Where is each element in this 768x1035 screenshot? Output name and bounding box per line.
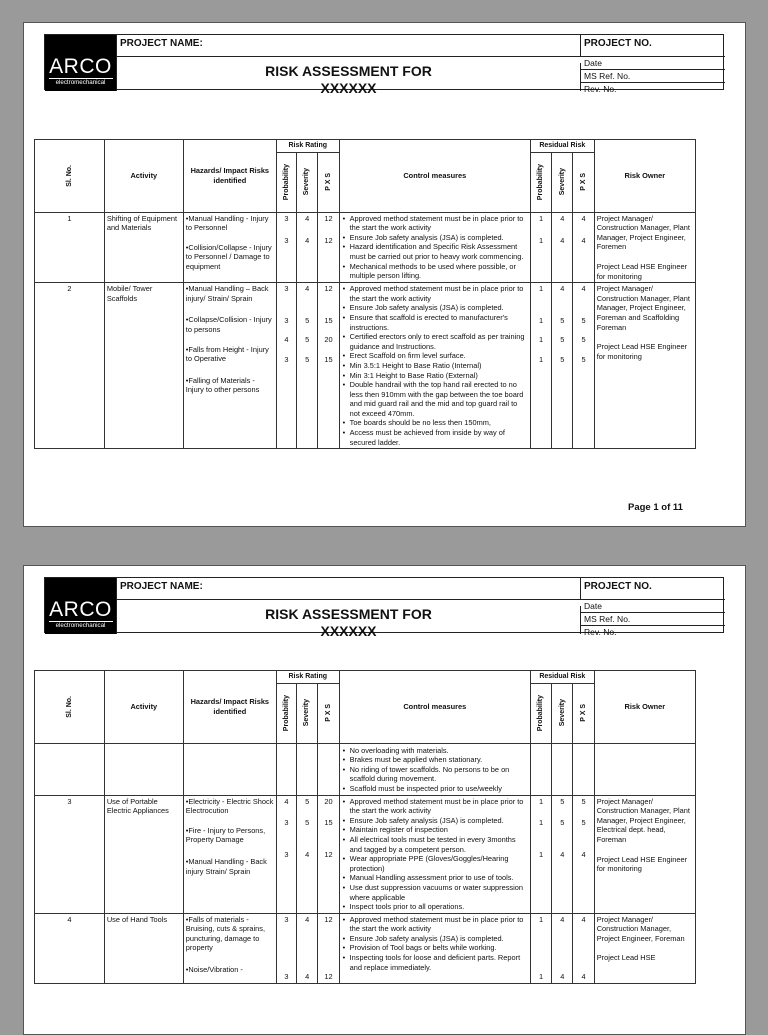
page-header [44, 34, 724, 96]
residual-severity [552, 683, 573, 743]
residual-severity-cell [552, 283, 573, 449]
probability-cell-value: 3 [284, 213, 289, 223]
activity-cell: Shifting of Equipment and Materials [104, 212, 183, 283]
hazard-item: • Falls from Height - Injury to Operative [186, 345, 274, 364]
risk-rating-group: Risk Rating [276, 671, 339, 684]
residual-severity-cell-value: 4 [560, 849, 565, 859]
control-measures-cell [339, 283, 530, 449]
title-line-1: RISK ASSESSMENT FOR [265, 63, 432, 79]
activity-cell: Use of Portable Electric Appliances [104, 795, 183, 913]
risk-owner-cell [594, 795, 695, 913]
severity-cell-value: 5 [305, 315, 310, 325]
control-measure-item: • Brakes must be applied when stationary. [342, 755, 528, 765]
control-measure-item: • Inspect tools prior to all operations. [342, 902, 528, 912]
col-hazards: Hazards/ Impact Risks identified [183, 140, 276, 213]
residual-severity-cell-value: 4 [560, 236, 565, 246]
residual-pxs-cell-value: 5 [581, 335, 586, 345]
control-measure-item: • Min 3:1 Height to Base Ratio (External) [342, 371, 528, 381]
page-header [44, 577, 724, 639]
row-number: 1 [35, 212, 105, 283]
control-measure-item: • No riding of tower scaffolds. No persons to be on scaffold during movement. [342, 765, 528, 784]
risk-owner-line: Project Lead HSE Engineer for monitoring [596, 342, 688, 361]
residual-severity-cell-value: 5 [560, 354, 565, 364]
table-row [35, 283, 696, 449]
severity-cell-value: 5 [305, 796, 310, 806]
pxs-cell-value: 15 [324, 354, 333, 364]
residual-probability-cell-value: 1 [538, 354, 544, 364]
severity-cell-value: 4 [305, 914, 310, 924]
residual-severity-cell-value: 4 [560, 213, 565, 223]
severity-cell-value: 4 [305, 236, 310, 246]
risk-owner-cell [594, 283, 695, 449]
control-measures-cell [339, 212, 530, 283]
hazards-cell [183, 283, 276, 449]
control-measure-item: • Ensure that scaffold is erected to manufacturer's instructions. [342, 313, 528, 332]
title-line-1: RISK ASSESSMENT FOR [265, 606, 432, 622]
date-label: Date [581, 600, 725, 613]
control-measures-list [342, 915, 528, 973]
probability-cell-value: 3 [284, 914, 289, 924]
hazard-item: • Electricity - Electric Shock Electrocution [186, 797, 274, 816]
hazards-cell [183, 795, 276, 913]
pxs-label: P X S [579, 173, 587, 191]
residual-pxs-cell-value: 4 [581, 236, 586, 246]
residual-severity-cell-value: 5 [560, 818, 565, 828]
pxs-cell-value: 12 [324, 213, 333, 223]
risk-owner-cell [594, 212, 695, 283]
hazard-item: • Collision/Collapse - Injury to Personnel / Damage to equipment [186, 243, 274, 272]
residual-pxs-cell-value: 5 [581, 818, 586, 828]
residual-severity-cell-value: 4 [560, 284, 565, 294]
ms-ref-label: MS Ref. No. [581, 613, 725, 626]
residual-pxs-cell-value: 4 [581, 914, 586, 924]
control-measures-list [342, 797, 528, 912]
hazard-item: • Fire - Injury to Persons, Property Damage [186, 826, 274, 845]
project-name-label: PROJECT NAME: [117, 578, 581, 600]
severity-cell-value: 4 [305, 849, 310, 859]
control-measure-item: • Erect Scaffold on firm level surface. [342, 351, 528, 361]
col-activity: Activity [104, 671, 183, 744]
residual-pxs-cell-value: 5 [581, 354, 586, 364]
col-control-measures: Control measures [339, 140, 530, 213]
residual-probability-cell-value: 1 [538, 335, 544, 345]
residual-probability-cell-value: 1 [538, 914, 544, 924]
risk-table-page-1 [34, 139, 696, 449]
residual-probability-cell-value: 1 [538, 796, 544, 806]
pxs-cell-value: 12 [324, 849, 333, 859]
col-risk-owner: Risk Owner [594, 140, 695, 213]
severity-label: Severity [303, 168, 311, 196]
residual-severity-cell-value: 5 [560, 315, 565, 325]
control-measure-item: • All electrical tools must be tested in every 3months and tagged by a competent person. [342, 835, 528, 854]
pxs-cell-value: 15 [324, 315, 333, 325]
residual-pxs-cell-value: 4 [581, 849, 586, 859]
control-measure-item: • Mechanical methods to be used where possible, or multiple person lifting. [342, 262, 528, 281]
table-row [35, 913, 696, 983]
residual-pxs-cell-value: 5 [581, 796, 586, 806]
row-number: 4 [35, 913, 105, 983]
pxs-cell-value: 15 [324, 818, 333, 828]
residual-pxs-cell-value: 4 [581, 972, 586, 982]
severity-cell-value: 4 [305, 213, 310, 223]
activity-cell: Mobile/ Tower Scaffolds [104, 283, 183, 449]
control-measure-item: • Approved method statement must be in place prior to the start the work activity [342, 797, 528, 816]
ms-ref-label: MS Ref. No. [581, 70, 725, 83]
hazard-item: • Falling of Materials - Injury to other persons [186, 376, 274, 395]
residual-probability-cell [530, 913, 551, 983]
empty-cell [183, 743, 276, 795]
table-row [35, 212, 696, 283]
rev-label: Rev. No. [584, 84, 617, 94]
severity-label: Severity [558, 168, 566, 196]
control-measures-list [342, 746, 528, 794]
risk-owner-line: Project Manager/ Construction Manager, Plant Manager, Project Engineer, Foreman and Scaffolding Foreman [596, 284, 690, 332]
residual-probability-cell [530, 212, 551, 283]
hazards-cell [183, 212, 276, 283]
control-measure-item: • Ensure Job safety analysis (JSA) is completed. [342, 934, 528, 944]
pxs-cell-value: 12 [324, 284, 333, 294]
probability-cell-value: 3 [284, 849, 289, 859]
probability-cell-value: 3 [284, 284, 289, 294]
empty-cell [552, 743, 573, 795]
residual-probability-cell-value: 1 [538, 213, 544, 223]
residual-severity-cell-value: 5 [560, 796, 565, 806]
title-line-2: XXXXXX [320, 623, 377, 639]
title-line-2: XXXXXX [320, 80, 377, 96]
control-measures-cell [339, 795, 530, 913]
residual-severity-cell-value: 4 [560, 972, 565, 982]
risk-owner-line: Project Lead HSE [596, 953, 656, 963]
control-measure-item: • Ensure Job safety analysis (JSA) is completed. [342, 303, 528, 313]
control-measure-item: • Provision of Tool bags or belts while working. [342, 943, 528, 953]
company-logo [45, 578, 117, 634]
probability-cell-value: 3 [284, 972, 289, 982]
control-measure-item: • Ensure Job safety analysis (JSA) is completed. [342, 233, 528, 243]
risk-owner-cell [594, 913, 695, 983]
probability-label: Probability [282, 695, 290, 732]
probability-cell [276, 913, 296, 983]
risk-pxs [318, 152, 339, 212]
table-header-row-1 [35, 671, 696, 684]
empty-cell [35, 743, 105, 795]
header-meta [581, 57, 725, 94]
table-row-continuation [35, 743, 696, 795]
probability-cell-value: 3 [284, 315, 289, 325]
table-header-row-1 [35, 140, 696, 153]
residual-risk-group: Residual Risk [530, 671, 594, 684]
severity-cell-value: 5 [305, 818, 310, 828]
empty-cell [594, 743, 695, 795]
control-measure-item: • Maintain register of inspection [342, 825, 528, 835]
probability-label: Probability [537, 164, 545, 201]
control-measures-list [342, 214, 528, 281]
hazards-cell [183, 913, 276, 983]
residual-probability-cell [530, 283, 551, 449]
control-measures-cell [339, 743, 530, 795]
severity-cell-value: 4 [305, 284, 310, 294]
risk-pxs [318, 683, 339, 743]
severity-cell [297, 913, 318, 983]
severity-label: Severity [558, 699, 566, 727]
probability-cell-value: 4 [284, 796, 289, 806]
sl-no-label: Sl. No. [65, 695, 73, 718]
residual-pxs-cell [573, 212, 594, 283]
residual-pxs-cell [573, 795, 594, 913]
probability-label: Probability [282, 164, 290, 201]
risk-probability [276, 683, 296, 743]
severity-cell-value: 5 [305, 335, 310, 345]
residual-risk-group: Residual Risk [530, 140, 594, 153]
severity-cell [297, 795, 318, 913]
col-sl-no [35, 671, 105, 744]
pxs-cell-value: 12 [324, 972, 333, 982]
hazard-item: • Falls of materials - Bruising, cuts & sprains, puncturing, damage to property [186, 915, 274, 953]
residual-pxs [573, 683, 594, 743]
hazard-item: • Noise/Vibration - [186, 965, 274, 975]
control-measure-item: • Manual Handling assessment prior to use of tools. [342, 873, 528, 883]
residual-probability [530, 152, 551, 212]
residual-probability-cell-value: 1 [538, 849, 544, 859]
logo-subtitle: electromechanical [49, 621, 113, 630]
logo-brand: ARCO [49, 598, 112, 621]
control-measure-item: • Approved method statement must be in place prior to the start the work activity [342, 915, 528, 934]
hazard-item: • Manual Handling - Back injury Strain/ Sprain [186, 857, 274, 876]
residual-pxs-cell [573, 913, 594, 983]
table-row [35, 795, 696, 913]
residual-probability-cell-value: 1 [538, 236, 544, 246]
control-measure-item: • Approved method statement must be in place prior to the start the work activity [342, 214, 528, 233]
residual-severity-cell [552, 212, 573, 283]
project-name-label: PROJECT NAME: [117, 35, 581, 57]
pxs-cell-value: 12 [324, 236, 333, 246]
control-measure-item: • Use dust suppression vacuums or water suppression where applicable [342, 883, 528, 902]
residual-probability-cell-value: 1 [538, 284, 544, 294]
control-measure-item: • Certified erectors only to erect scaffold as per training guidance and Instructions. [342, 332, 528, 351]
control-measure-item: • Inspecting tools for loose and deficient parts. Report and replace immediately. [342, 953, 528, 972]
control-measure-item: • Scaffold must be inspected prior to use/weekly [342, 784, 528, 794]
residual-probability-cell-value: 1 [538, 972, 544, 982]
col-hazards: Hazards/ Impact Risks identified [183, 671, 276, 744]
risk-owner-line: Project Lead HSE Engineer for monitoring [596, 261, 688, 281]
control-measure-item: • Approved method statement must be in place prior to the start the work activity [342, 284, 528, 303]
col-control-measures: Control measures [339, 671, 530, 744]
pxs-label: P X S [579, 704, 587, 722]
residual-severity-cell-value: 4 [560, 914, 565, 924]
empty-cell [530, 743, 551, 795]
risk-owner-line: Project Manager/ Construction Manager, Plant Manager, Project Engineer, Foremen [596, 213, 690, 252]
severity-cell [297, 283, 318, 449]
empty-cell [297, 743, 318, 795]
control-measure-item: • Wear appropriate PPE (Gloves/Goggles/Hearing protection) [342, 854, 528, 873]
risk-owner-line: Project Manager/ Construction Manager, Plant Manager, Project Engineer, Electrical dept. head, Foreman [596, 796, 690, 844]
control-measures-list [342, 284, 528, 447]
probability-label: Probability [537, 695, 545, 732]
pxs-label: P X S [324, 173, 332, 191]
col-activity: Activity [104, 140, 183, 213]
control-measure-item: • Min 3.5:1 Height to Base Ratio (Internal) [342, 361, 528, 371]
probability-cell-value: 3 [284, 354, 289, 364]
risk-severity [297, 152, 318, 212]
pxs-label: P X S [324, 704, 332, 722]
document-title [117, 63, 581, 96]
residual-probability-cell [530, 795, 551, 913]
rev-label: Rev. No. [584, 627, 617, 637]
col-risk-owner: Risk Owner [594, 671, 695, 744]
risk-probability [276, 152, 296, 212]
residual-pxs-cell-value: 4 [581, 284, 586, 294]
page-number: Page 1 of 11 [628, 502, 683, 513]
probability-cell-value: 3 [284, 818, 289, 828]
risk-severity [297, 683, 318, 743]
col-sl-no [35, 140, 105, 213]
risk-owner-line: Project Manager/ Construction Manager, Project Engineer, Foreman [596, 914, 685, 943]
residual-severity-cell [552, 795, 573, 913]
risk-table-page-2 [34, 670, 696, 984]
pxs-cell-value: 20 [324, 335, 333, 345]
control-measure-item: • Access must be achieved from inside by way of secured ladder. [342, 428, 528, 447]
project-no-label: PROJECT NO. [581, 578, 725, 600]
company-logo [45, 35, 117, 91]
header-meta [581, 600, 725, 637]
control-measure-item: • No overloading with materials. [342, 746, 528, 756]
pxs-cell-value: 20 [324, 796, 333, 806]
empty-cell [573, 743, 594, 795]
residual-probability-cell-value: 1 [538, 315, 544, 325]
logo-brand: ARCO [49, 55, 112, 78]
residual-pxs [573, 152, 594, 212]
residual-severity-cell [552, 913, 573, 983]
control-measure-item: • Hazard identification and Specific Risk Assessment must be carried out prior to heavy work commencing. [342, 242, 528, 261]
residual-pxs-cell-value: 5 [581, 315, 586, 325]
empty-cell [318, 743, 339, 795]
probability-cell-value: 3 [284, 236, 289, 246]
control-measures-cell [339, 913, 530, 983]
hazard-item: • Collapse/Collision - Injury to persons [186, 315, 274, 334]
risk-rating-group: Risk Rating [276, 140, 339, 153]
residual-pxs-cell-value: 4 [581, 213, 586, 223]
probability-cell [276, 283, 296, 449]
document-title [117, 606, 581, 639]
pxs-cell [318, 212, 339, 283]
residual-probability [530, 683, 551, 743]
pxs-cell [318, 795, 339, 913]
probability-cell [276, 212, 296, 283]
empty-cell [104, 743, 183, 795]
hazard-item: • Manual Handling - Injury to Personnel [186, 214, 274, 233]
hazard-item: • Manual Handling – Back injury/ Strain/ Sprain [186, 284, 274, 303]
logo-subtitle: electromechanical [49, 78, 113, 87]
probability-cell-value: 4 [284, 335, 289, 345]
empty-cell [276, 743, 296, 795]
sl-no-label: Sl. No. [65, 164, 73, 187]
control-measure-item: • Toe boards should be no less then 150mm, [342, 418, 528, 428]
row-number: 2 [35, 283, 105, 449]
risk-owner-line: Project Lead HSE Engineer for monitoring [596, 854, 688, 874]
severity-label: Severity [303, 699, 311, 727]
project-no-label: PROJECT NO. [581, 35, 725, 57]
residual-probability-cell-value: 1 [538, 818, 544, 828]
date-label: Date [581, 57, 725, 70]
residual-severity-cell-value: 5 [560, 335, 565, 345]
activity-cell: Use of Hand Tools [104, 913, 183, 983]
probability-cell [276, 795, 296, 913]
control-measure-item: • Ensure Job safety analysis (JSA) is completed. [342, 816, 528, 826]
residual-severity [552, 152, 573, 212]
control-measure-item: • Double handrail with the top hand rail erected to no less then 910mm with the gap between the toe board and mid guard rail and the mid and top guard rail to not exceed 470mm. [342, 380, 528, 418]
severity-cell-value: 4 [305, 972, 310, 982]
severity-cell-value: 5 [305, 354, 310, 364]
residual-pxs-cell [573, 283, 594, 449]
pxs-cell [318, 283, 339, 449]
severity-cell [297, 212, 318, 283]
pxs-cell [318, 913, 339, 983]
row-number: 3 [35, 795, 105, 913]
pxs-cell-value: 12 [324, 914, 333, 924]
